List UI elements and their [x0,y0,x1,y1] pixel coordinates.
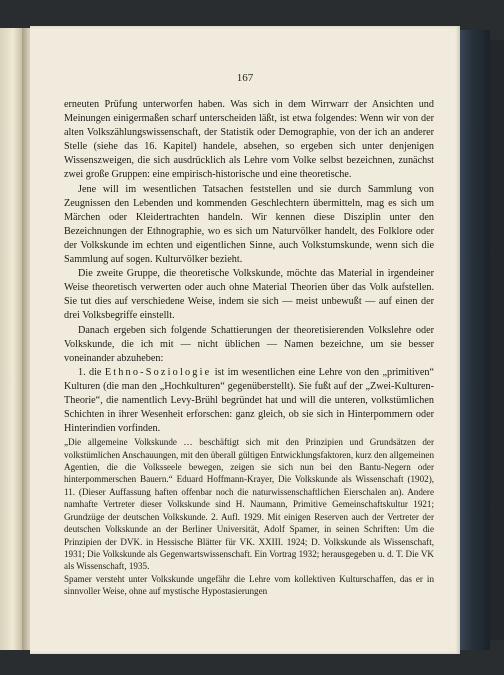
paragraph-2: Jene will im wesentlichen Tatsachen feststellen und sie durch Sammlung von Zeugnissen den Lebenden und kommenden Geschlechtern übermitteln, mag es sich um Märchen oder Kleidertrachten handeln. Wir kennen diese Disziplin unter den Bezeichnungen der Ethnographie, wo es sich um Naturvölker handelt, des Folklore oder der Volkskunde im echten und eigentlichen Sinne, auch Volkstumskunde, wenn sich die Sammlung auf sogen. Kulturvölker bezieht. [64,183,434,266]
list-item-1 [64,366,434,436]
page-body [64,98,434,598]
left-page-edge [0,28,22,650]
spaced-term: Ethno-Soziologie [104,366,212,378]
binding-edge [490,40,504,640]
book-gutter [22,28,30,650]
paragraph-4: Danach ergeben sich folgende Schattierungen der theoretisierenden Volkslehre oder Volkskunde, die ich mit — nicht üblichen — Namen bezeichne, um sie besser voneinander abzuheben: [64,324,434,364]
list-item-prefix: 1. die [78,366,105,378]
page-number: 167 [236,72,254,84]
footnote-continuation: Spamer versteht unter Volkskunde ungefähr die Lehre vom kollektiven Kulturschaffen, das er in sinnvoller Weise, ohne auf mystische Hypostasierungen [64,573,434,597]
book-binding [460,30,490,650]
paragraph-1: erneuten Prüfung unterworfen haben. Was sich in dem Wirrwarr der Ansichten und Meinungen einigermaßen scharf unterscheiden läßt, ist etwa folgendes: Wenn wir von der alten Volkszählungswissenschaft, der Statistik oder Demographie, von der ich an anderer Stelle (siehe das 16. Kapitel) handele, absehen, so ergeben sich unter denjenigen Wissenszweigen, die sich ausdrücklich als Lehre vom Volke selbst bezeichnen, zunächst zwei große Gruppen: eine empirisch-historische und eine theoretische. [64,99,434,181]
book-page [30,26,460,654]
footnote: „Die allgemeine Volkskunde … beschäftigt sich mit den Prinzipien und Grundsätzen der volkstümlichen Anschauungen, mit den überall gültigen Entwicklungsfaktoren, kurz den allgemeinen Agentien, die die Volksseele bewegen, zeigen sie sich nun bei den Bantu-Negern oder hinterpommerschen Bauern.“ Eduard Hoffmann-Krayer, Die Volkskunde als Wissenschaft (1902), 11. (Dieser Auffassung haften offenbar noch die naturwissenschaftlichen Eierschalen an). Andere namhafte Vertreter dieser Volkskunde sind H. Naumann, Primitive Gemeinschaftskultur 1921; Grundzüge der deutschen Volkskunde. 2. Aufl. 1929. Mit einigen Reserven auch der Vertreter der deutschen Volkskunde an der Berliner Universität, Adolf Spamer, in seinen Schriften: Um die Prinzipien der DVK. in Hessische Blätter für VK. XXIII. 1924; D. Volkskunde als Wissenschaft, 1931; Die Volkskunde als Gegenwartswissenschaft. Ein Vortrag 1932; herausgegeben u. d. T. Die VK als Wissenschaft, 1935. [64,437,434,572]
list-item-text: ist im wesentlichen eine Lehre von den „primitiven“ Kulturen (die man den „Hochkulturen“ gegenüberstellt). Sie fußt auf der „Zwei-Kulturen-Theorie“, die namentlich Levy-Brühl begründet hat und will die unteren, volkstümlichen Schichten in ihrer Wesenheit erforschen: ganz gleich, ob sie sich in Hinterpommern oder Hinterindien vorfinden. [64,366,434,435]
paragraph-3: Die zweite Gruppe, die theoretische Volkskunde, möchte das Material in irgendeiner Weise theoretisch verwerten oder auch ohne Material Theorien über das Volk aufstellen. Sie tut dies auf verschiedene Weise, indem sie sich — meist unbewußt — auf einen der drei Volksbegriffe einstellt. [64,268,434,322]
